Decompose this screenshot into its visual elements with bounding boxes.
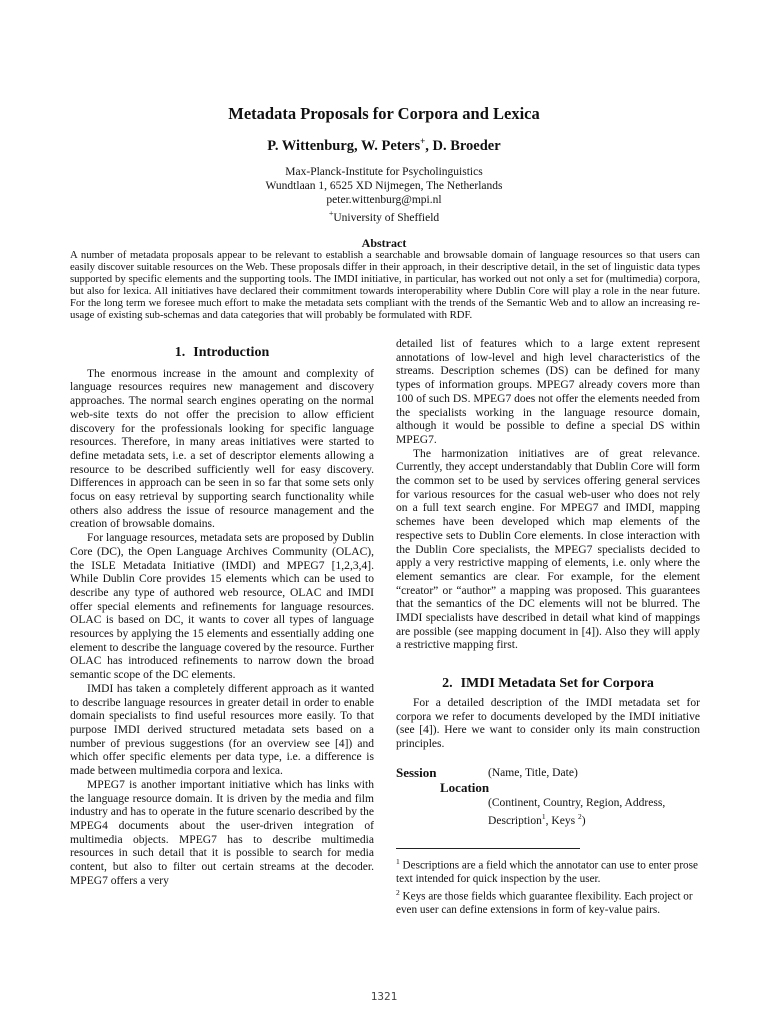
institute: Max-Planck-Institute for Psycholinguistics <box>285 166 483 178</box>
author-last: , D. Broeder <box>425 137 501 154</box>
harmonization-paragraph: The harmonization initiatives are of great relevance. Currently, they accept understandably that Dublin Core will form the common set to be used by services offering general services for various resources for the casual web-user who does not rely on a full text search engine. For MPEG7 and IMDI, mapping schemes have been developed which map elements of the respective sets to Dublin Core elements. In close interaction with the Dublin Core specialists, the MPEG7 specialists decided to apply a very restrictive mapping of elements, i.e. only where the element semantics are clear. For example, for the element “creator” or “author” a mapping was proposed. This guarantees that the semantics of the DC elements will not be blurred. The IMDI specialists have described in detail what kind of mappings are possible (see mapping document in [4]). Also they will apply a restrictive mapping first. <box>396 447 700 652</box>
footnote-2-text: Keys are those fields which guarantee flexibility. Each project or even user can define extensions in form of key-value pairs. <box>396 890 693 916</box>
footnote-divider <box>396 848 580 849</box>
footnote-ref-1[interactable]: 1 <box>541 811 546 821</box>
schema-session-value: (Name, Title, Date) <box>488 766 578 779</box>
intro-paragraph-3: IMDI has taken a completely different approach as it wanted to describe language resources in greater detail in order to enable domain specialists to find useful resources more easily. To that purpose IMDI derived structured metadata sets based on a number of previous suggestions (for an overview see [4]) and which offer specific elements per data type, i.e. a difference is made between multimedia corpora and lexica. <box>70 682 374 778</box>
schema-location-line-1: (Continent, Country, Region, Address, <box>488 796 666 809</box>
schema-location-value <box>488 796 700 828</box>
paper-title: Metadata Proposals for Corpora and Lexica <box>228 104 540 123</box>
mpeg7-continuation-paragraph: detailed list of features which to a large extent represent annotations of low-level and high level characteristics of the streams. Description schemes (DS) can be defined for many types of information groups. MPEG7 already covers more than 100 of such DS. MPEG7 does not offer the elements needed from the specialists working in the language resource domain, although it would be possible to define a special DS within MPEG7. <box>396 338 700 446</box>
section-2-heading <box>396 677 700 691</box>
email[interactable]: peter.wittenburg@mpi.nl <box>326 194 442 206</box>
section-2-paragraph: For a detailed description of the IMDI metadata set for corpora we refer to documents developed by the IMDI initiative (see [4]). Here we want to consider only its main construction principles. <box>396 696 700 750</box>
schema-keys-field: , Keys <box>545 814 579 827</box>
right-column <box>396 338 700 917</box>
footnotes <box>396 855 700 918</box>
schema-session-label: Session <box>396 764 437 780</box>
section-2-title: IMDI Metadata Set for Corpora <box>460 676 654 692</box>
schema-location-line-2 <box>488 810 700 828</box>
schema-close-paren: ) <box>581 814 586 827</box>
schema-description-field: Description <box>488 814 542 827</box>
author-names: P. Wittenburg, W. Peters <box>267 137 421 154</box>
affiliation-block <box>0 165 768 225</box>
footnote-ref-2[interactable]: 2 <box>578 811 582 821</box>
left-column <box>70 338 374 888</box>
section-1-number: 1. <box>174 345 186 360</box>
author-affiliation-mark: + <box>420 136 426 146</box>
intro-paragraph-1: The enormous increase in the amount and complexity of language resources requires new management and discovery approaches. The normal search engines operating on the normal web-site texts do not offer the precision to allow efficient discovery for the professionals looking for specific language resources. Therefore, in many areas initiatives were started to define metadata sets, i.e. a set of descriptor elements allowing a resource to be described sufficiently well for easy discovery. Differences in approach can be seen in so far that some sets only focus on easy retrieval by supporting search functionality while others also address the issue of resource management and the creation of browsable domains. <box>70 367 374 531</box>
footnote-2-mark: 2 <box>396 887 400 897</box>
schema-row-session <box>396 766 700 781</box>
second-affiliation <box>0 207 768 225</box>
section-1-title: Introduction <box>193 345 270 360</box>
abstract-text: A number of metadata proposals appear to be relevant to establish a searchable and browsable domain of language resources so that users can easily discover suitable resources on the Web. These proposals differ in their approach, in their descriptive detail, in the set of linguistic data types supported by specific elements and the supporting tools. The IMDI initiative, in particular, has worked out not only a set for (multimedia) corpora, but also for lexica. All initiatives have declared their commitment towards interoperability where Dublin Core will play a role in the near future. For the long term we foresee much effort to make the metadata sets compliant with the trends of the Semantic Web and to allow an increasing re-usage of existing sub-schemas and data categories that will probably be formulated with RDF. <box>70 249 700 321</box>
section-2-number: 2. <box>442 676 453 692</box>
schema-location-label: Location <box>440 779 490 795</box>
footnote-2 <box>396 886 700 917</box>
intro-paragraph-2: For language resources, metadata sets are proposed by Dublin Core (DC), the Open Language Archives Community (OLAC), the ISLE Metadata Initiative (IMDI) and MPEG7 [1,2,3,4]. While Dublin Core provides 15 elements which can be used to describe any type of authored web resource, OLAC and IMDI offer special elements and refinements for language resources. OLAC is based on DC, it wants to cover all types of language resources by applying the 15 elements and essentially adding one element to describe the language covered by the resource. Further OLAC has introduced refinements to narrow down the broad semantic scope of the DC elements. <box>70 532 374 682</box>
footnote-1-mark: 1 <box>396 856 400 866</box>
intro-paragraph-4: MPEG7 is another important initiative which has links with the language resource domain. It is driven by the media and film industry and has to operate in the future scenario described by the MPEG4 documents about the user-driven integration of multimedia objects. MPEG7 has to describe multimedia resources in such detail that it is possible to search for media content, but also to filter out certain streams at the decoder. MPEG7 offers a very <box>70 778 374 887</box>
author-line <box>0 136 768 155</box>
second-affiliation-mark: + <box>328 209 334 218</box>
footnote-1 <box>396 855 700 886</box>
session-schema <box>396 766 700 828</box>
address: Wundtlaan 1, 6525 XD Nijmegen, The Netherlands <box>265 180 503 192</box>
schema-row-location <box>396 781 700 796</box>
abstract-heading: Abstract <box>361 236 407 250</box>
section-1-heading <box>70 346 374 360</box>
footnote-1-text: Descriptions are a field which the annotator can use to enter prose text intended for quick inspection by the user. <box>396 859 698 885</box>
second-affiliation-name: University of Sheffield <box>333 211 440 224</box>
page-number: 1321 <box>370 990 398 1003</box>
